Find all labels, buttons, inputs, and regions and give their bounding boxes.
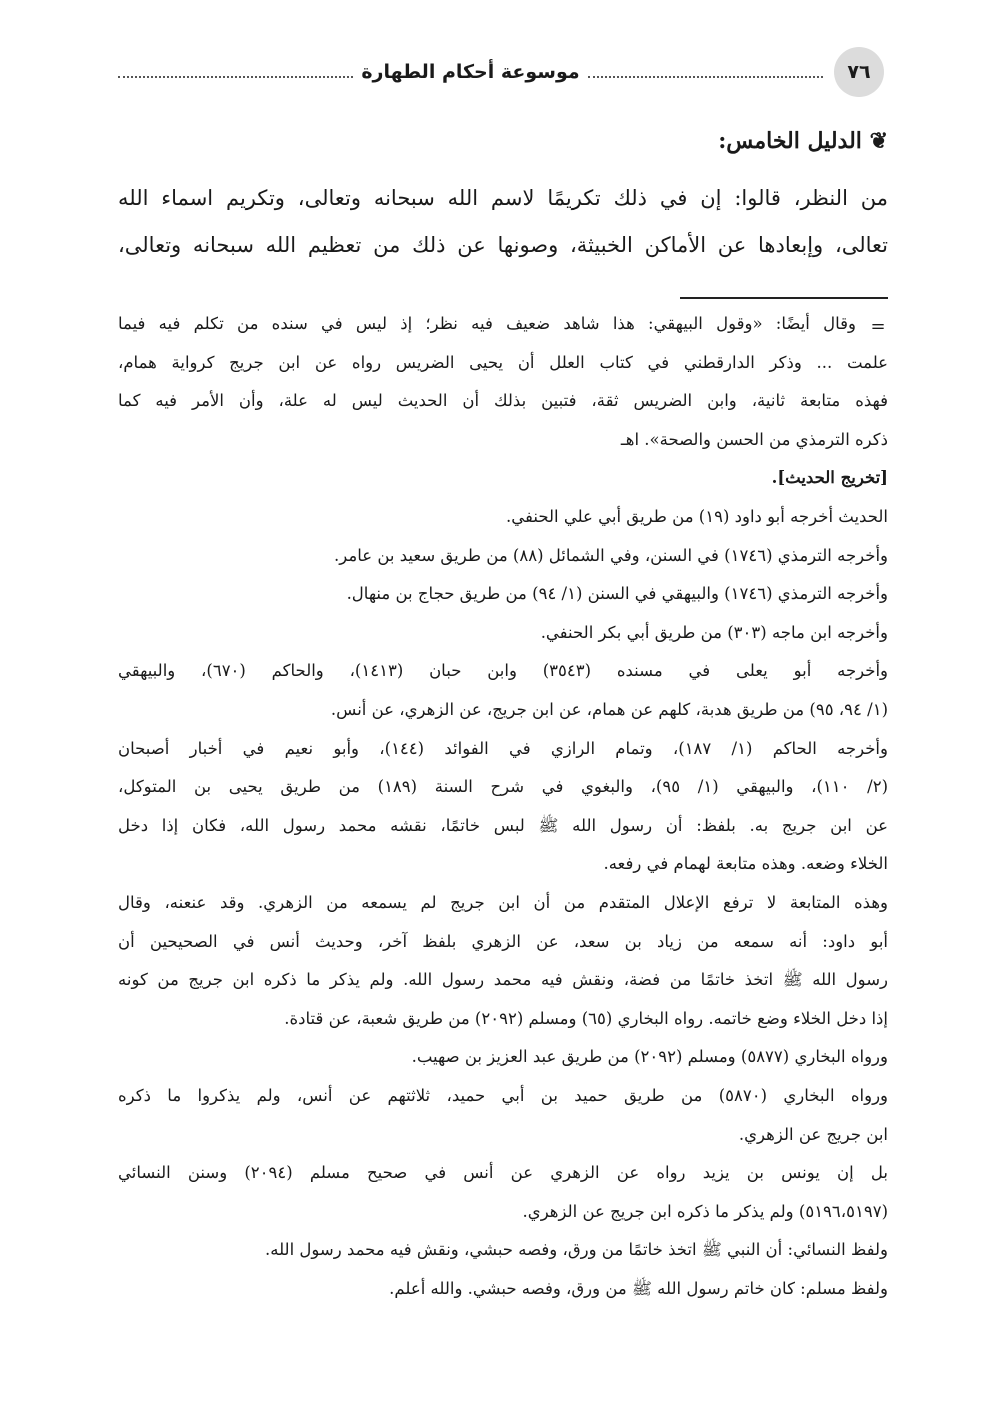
footnote-line: ابن جريج عن الزهري. [738,1124,888,1144]
footnote-line: ورواه البخاري (٥٨٧٧) ومسلم (٢٠٩٢) من طريق عبد العزيز بن صهيب. [411,1047,888,1067]
footnote-line: ورواه البخاري (٥٨٧٠) من طريق حميد بن أبي حميد، ثلاثتهم عن أنس، ولم يذكروا ما ذكره [118,1086,888,1105]
footnote-line: الخلاء وضعه. وهذه متابعة لهمام في رفعه. [603,854,888,874]
footnote-line: وأخرجه ابن ماجه (٣٠٣) من طريق أبي بكر الحنفي. [540,622,888,642]
footnote-line: وقال أيضًا: «وقول البيهقي: هذا شاهد ضعيف فيه نظر؛ إذ ليس في سنده من تكلم فيه فيما [118,314,856,333]
footnote-line: بل إن يونس بن يزيد رواه عن الزهري عن أنس في صحيح مسلم (٢٠٩٤) وسنن النسائي [118,1163,888,1183]
footnote-line: ذكره الترمذي من الحسن والصحة». اهـ [620,429,888,449]
footnote-line: فهذه متابعة ثانية، وابن الضريس ثقة، فتبين بذلك أن الحديث ليس له علة، وأن الأمر فيه كما [118,391,888,411]
body-line: من النظر، قالوا: إن في ذلك تكريمًا لاسم الله سبحانه وتعالى، وتكريم اسماء الله [118,186,888,210]
footnote-line: الحديث أخرجه أبو داود (١٩) من طريق أبي علي الحنفي. [506,507,888,526]
footnote-line: (٢/ ١١٠)، والبيهقي (١/ ٩٥)، والبغوي في شرح السنة (١٨٩) من طريق يحيى بن المتوكل، [118,777,889,797]
footnote-line: (١/ ٩٤، ٩٥) من طريق هدبة، كلهم عن همام، عن ابن جريج، عن الزهري، عن أنس. [330,700,888,719]
section-heading [118,128,888,154]
footnote-line: إذا دخل الخلاء وضع خاتمه. رواه البخاري (٦٥) ومسلم (٢٠٩٢) من طريق شعبة، عن قتادة. [284,1008,888,1028]
footnote-line: رسول الله ﷺ اتخذ خاتمًا من فضة، ونقش فيه محمد رسول الله. ولم يذكر ما ذكره ابن جريج من كونه [118,970,888,990]
footnote-continuation-mark: = [870,316,886,337]
footnote-line: ولفظ النسائي: أن النبي ﷺ اتخذ خاتمًا من ورق، وفصه حبشي، ونقش فيه محمد رسول الله. [264,1240,888,1260]
leaf-bullet-icon: ❦ [869,128,888,154]
page-number: ٧٦ [834,47,884,97]
header-dots-right [588,76,823,78]
footnote-line: وهذه المتابعة لا ترفع الإعلال المتقدم من أن ابن جريج لم يسمعه من الزهري. وقد عنعنه، وقال [118,893,888,912]
body-line: تعالى، وإبعادها عن الأماكن الخبيثة، وصونها عن ذلك من تعظيم الله سبحانه وتعالى، [118,233,888,257]
footnote-separator [680,297,888,299]
running-header [118,50,823,94]
footnote-line: عن ابن جريج به. بلفظ: أن رسول الله ﷺ لبس خاتمًا، نقشه محمد رسول الله، فكان إذا دخل [118,815,888,835]
footnote-line: وأخرجه الترمذي (١٧٤٦) في السنن، وفي الشمائل (٨٨) من طريق سعيد بن عامر. [334,545,888,565]
footnote-line: وأخرجه الترمذي (١٧٤٦) والبيهقي في السنن (١/ ٩٤) من طريق حجاج بن منهال. [346,584,888,604]
footnote-line: أبو داود: أنه سمعه من زياد بن سعد، عن الزهري بلفظ آخر، وحديث أنس في الصحيحين أن [118,931,888,951]
header-dots-left [118,76,353,78]
section-title: الدليل الخامس: [718,128,862,154]
footnote-line: وأخرجه أبو يعلى في مسنده (٣٥٤٣) وابن حبان (١٤١٣)، والحاكم (٦٧٠)، والبيهقي [118,661,889,681]
book-title: موسوعة أحكام الطهارة [361,61,580,83]
footnote-line: ولفظ مسلم: كان خاتم رسول الله ﷺ من ورق، وفصه حبشي. والله أعلم. [389,1279,888,1298]
footnote-line: (٥١٩٦،٥١٩٧) ولم يذكر ما ذكره ابن جريج عن الزهري. [522,1201,888,1221]
footnote-line: وأخرجه الحاكم (١/ ١٨٧)، وتمام الرازي في الفوائد (١٤٤)، وأبو نعيم في أخبار أصبحان [118,738,888,758]
footnote-line: علمت ... وذكر الدارقطني في كتاب العلل أن يحيى الضريس رواه عن ابن جريج كرواية همام، [118,352,888,372]
footnote-subheading: [تخريج الحديث]. [771,468,888,488]
